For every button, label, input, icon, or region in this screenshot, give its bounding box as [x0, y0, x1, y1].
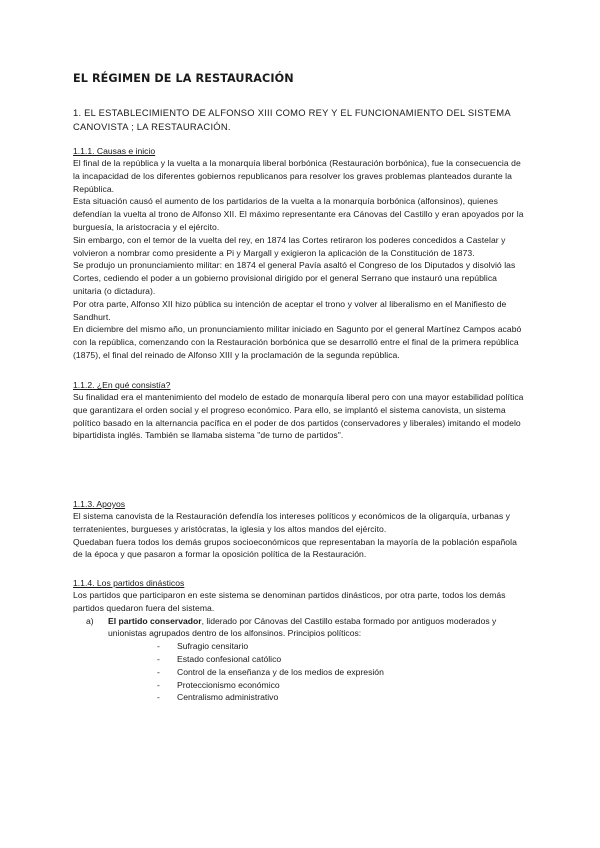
dash-marker: -: [157, 692, 160, 703]
dash-marker: -: [157, 653, 160, 664]
list-marker: a): [86, 615, 94, 626]
paragraph: El sistema canovista de la Restauración defendía los intereses políticos y económicos de la oligarquía, urbanas y terratenientes, burgueses y aristócratas, la iglesia y los altos mandos del ejército.: [73, 511, 511, 534]
principle-item: [73, 691, 528, 704]
paragraph: En diciembre del mismo año, un pronunciamiento militar iniciado en Sagunto por el general Martínez Campos acabó con la república, comenzando con la Restauración borbónica que se desarrolló entre el final de la primera república (1875), el final del reinado de Alfonso XIII y la proclamación de la segunda república.: [73, 324, 522, 360]
principle-text: Estado confesional católico: [177, 653, 282, 664]
paragraph: Los partidos que participaron en este sistema se denominan partidos dinásticos, por otra parte, todos los demás partidos quedaron fuera del sistema.: [73, 590, 506, 613]
dash-marker: -: [157, 679, 160, 690]
section-heading: 1.1.1. Causas e inicio: [73, 146, 156, 156]
principles-list: [73, 640, 528, 704]
section-heading: 1.1.2. ¿En qué consistía?: [73, 380, 171, 390]
principle-text: Sufragio censitario: [177, 641, 249, 652]
party-list: [73, 615, 528, 641]
list-item-text: [108, 615, 528, 641]
section-en-que-consistia: [73, 379, 528, 442]
principle-item: [73, 653, 528, 666]
paragraph: El final de la república y la vuelta a la monarquía liberal borbónica (Restauración borbónica), fue la consecuencia de la incapacidad de los diferentes gobiernos republicanos para resolver los graves problemas planteados durante la República.: [73, 158, 521, 194]
principle-item: [73, 666, 528, 679]
party-name: El partido conservador: [108, 615, 202, 626]
section-heading: 1.1.3. Apoyos: [73, 499, 126, 509]
principle-text: Centralismo administrativo: [177, 692, 279, 703]
paragraph: Se produjo un pronunciamiento militar: en 1874 el general Pavía asaltó el Congreso de los Diputados y disolvió las Cortes, cediendo el poder a un gobierno provisional dirigido por el general Serrano que instauró una república unitaria (o dictadura).: [73, 260, 516, 296]
principle-text: Control de la enseñanza y de los medios de expresión: [177, 666, 384, 677]
party-description: , liderado por Cánovas del Castillo estaba formado por antiguos moderados y unionistas agrupados dentro de los alfonsinos. Principios políticos:: [108, 615, 497, 639]
principle-text: Proteccionismo económico: [177, 679, 280, 690]
paragraph: Esta situación causó el aumento de los partidarios de la vuelta a la monarquía borbónica (alfonsinos), quienes defendían la vuelta al trono de Alfonso XII. El máximo representante era Cánovas del Castillo y eran apoyados por la burguesía, la aristocracia y el ejército.: [73, 196, 524, 232]
paragraph: Por otra parte, Alfonso XII hizo pública su intención de aceptar el trono y volver al liberalismo en el Manifiesto de Sandhurt.: [73, 298, 507, 322]
principle-item: [73, 640, 528, 653]
section-causas: [73, 145, 528, 362]
paragraph: Su finalidad era el mantenimiento del modelo de estado de monarquía liberal pero con una mayor estabilidad política que garantizara el orden social y el progreso económico. Para ello, se implantó el sistema canovista, un sistema político basado en la alternancia pacífica en el poder de dos partidos (conservadores y liberales) imitando el modelo bipartidista inglés. También se llamaba sistema "de turno de partidos".: [73, 392, 524, 441]
dash-marker: -: [157, 641, 160, 652]
principle-item: [73, 679, 528, 692]
paragraph: Sin embargo, con el temor de la vuelta del rey, en 1874 las Cortes retiraron los poderes concedidos a Castelar y volvieron a nombrar como presidente a Pi y Margall y exigieron la aplicación de la Constitución de 1873.: [73, 234, 506, 258]
document-subtitle: 1. EL ESTABLECIMIENTO DE ALFONSO XIII COMO REY Y EL FUNCIONAMIENTO DEL SISTEMA CANOVISTA ; LA RESTAURACIÓN.: [73, 107, 511, 132]
section-partidos-dinasticos: [73, 577, 528, 704]
document-title: EL RÉGIMEN DE LA RESTAURACIÓN: [73, 72, 294, 85]
dash-marker: -: [157, 666, 160, 677]
list-item: [73, 615, 528, 641]
paragraph: Quedaban fuera todos los demás grupos socioeconómicos que representaban la mayoría de la población española de la época y que pasaron a formar la oposición política de la Restauración.: [73, 536, 517, 560]
section-apoyos: [73, 498, 528, 561]
section-heading: 1.1.4. Los partidos dinásticos: [73, 578, 185, 588]
